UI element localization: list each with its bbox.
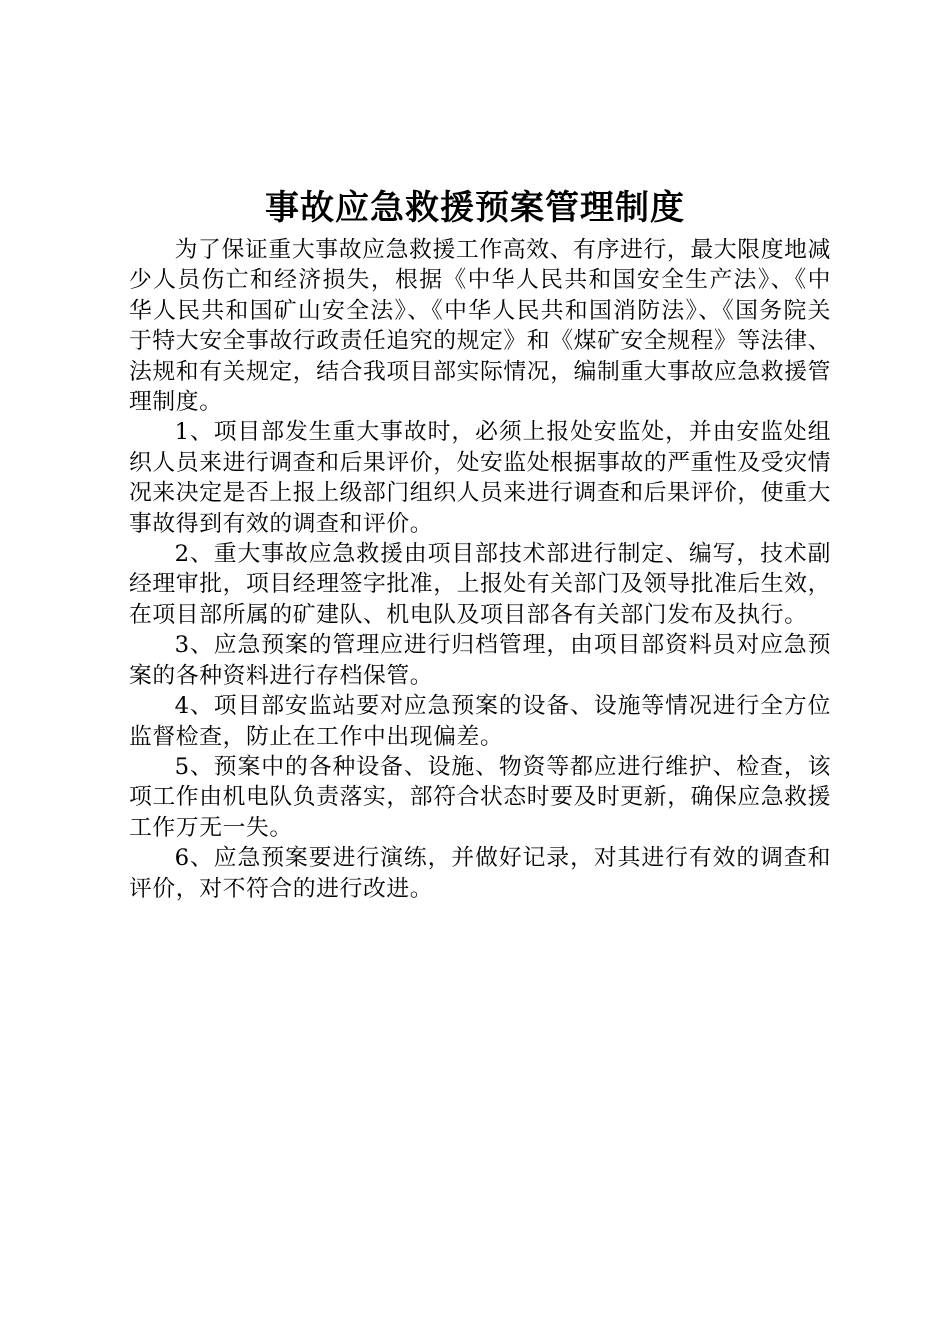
- rule-paragraph-4: 4、项目部安监站要对应急预案的设备、设施等情况进行全方位监督检查，防止在工作中出现偏差。: [129, 693, 831, 750]
- rule-paragraph-1: 1、项目部发生重大事故时，必须上报处安监处，并由安监处组织人员来进行调查和后果评价，处安监处根据事故的严重性及受灾情况来决定是否上报上级部门组织人员来进行调查和后果评价，使重大事故得到有效的调查和评价。: [129, 419, 831, 537]
- intro-paragraph: 为了保证重大事故应急救援工作高效、有序进行，最大限度地减少人员伤亡和经济损失，根据《中华人民共和国安全生产法》、《中华人民共和国矿山安全法》、《中华人民共和国消防法》、《国务院关于特大安全事故行政责任追究的规定》和《煤矿安全规程》等法律、法规和有关规定，结合我项目部实际情况，编制重大事故应急救援管理制度。: [129, 237, 831, 416]
- rule-paragraph-2: 2、重大事故应急救援由项目部技术部进行制定、编写，技术副经理审批，项目经理签字批准，上报处有关部门及领导批准后生效，在项目部所属的矿建队、机电队及项目部各有关部门发布及执行。: [129, 541, 831, 628]
- document-title: 事故应急救援预案管理制度: [265, 188, 685, 228]
- rule-paragraph-5: 5、预案中的各种设备、设施、物资等都应进行维护、检查，该项工作由机电队负责落实，部符合状态时要及时更新，确保应急救援工作万无一失。: [129, 753, 831, 841]
- document-body: [129, 235, 831, 904]
- rule-paragraph-6: 6、应急预案要进行演练，并做好记录，对其进行有效的调查和评价，对不符合的进行改进。: [129, 845, 831, 902]
- rule-paragraph-3: 3、应急预案的管理应进行归档管理，由项目部资料员对应急预案的各种资料进行存档保管。: [129, 632, 831, 689]
